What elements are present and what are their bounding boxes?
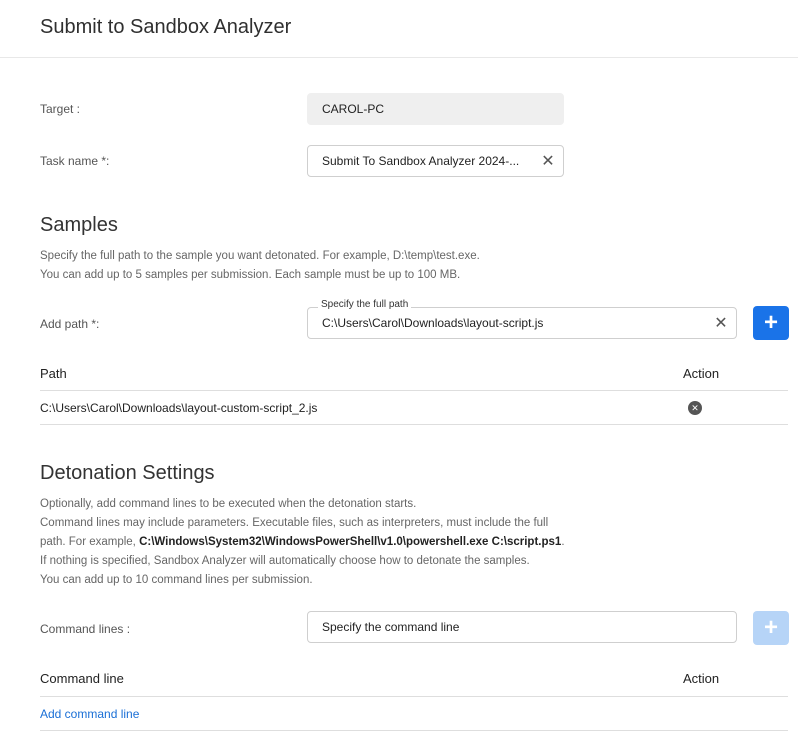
table-divider (40, 696, 788, 697)
command-line-placeholder: Specify the command line (322, 620, 460, 634)
detonation-help-line: Command lines may include parameters. Executable files, such as interpreters, must include the full (40, 517, 549, 529)
detonation-help-line: You can add up to 10 command lines per submission. (40, 574, 313, 586)
table-divider (40, 390, 788, 391)
sample-path-input[interactable] (307, 307, 737, 339)
add-path-label: Add path *: (40, 317, 100, 331)
sample-path-cell: C:\Users\Carol\Downloads\layout-custom-script_2.js (40, 401, 318, 415)
help-example-path: C:\Windows\System32\WindowsPowerShell\v1.0\powershell.exe C:\script.ps1 (139, 536, 562, 548)
dialog-header (0, 0, 798, 58)
samples-help-line: You can add up to 5 samples per submission. Each sample must be up to 100 MB. (40, 269, 461, 281)
table-divider (40, 730, 788, 731)
add-command-button[interactable] (753, 611, 789, 645)
task-name-value: Submit To Sandbox Analyzer 2024-... (322, 154, 520, 168)
path-column-header: Path (40, 366, 67, 381)
task-name-label: Task name *: (40, 154, 110, 168)
detonation-help-line: Optionally, add command lines to be executed when the detonation starts. (40, 498, 417, 510)
dialog-title: Submit to Sandbox Analyzer (40, 16, 292, 38)
target-label: Target : (40, 102, 81, 116)
command-line-input[interactable] (307, 611, 737, 643)
command-line-column-header: Command line (40, 671, 124, 686)
action-column-header: Action (683, 366, 720, 381)
add-command-line-link[interactable]: Add command line (40, 707, 140, 721)
task-name-input[interactable] (307, 145, 564, 177)
samples-help-line: Specify the full path to the sample you want detonated. For example, D:\temp\test.exe. (40, 250, 480, 262)
plus-icon: + (763, 309, 778, 336)
detonation-help-line (40, 533, 565, 552)
table-divider (40, 424, 788, 425)
target-value: CAROL-PC (322, 102, 385, 116)
samples-title: Samples (40, 214, 118, 236)
target-field (307, 93, 564, 125)
close-icon[interactable]: ✕ (541, 153, 555, 170)
plus-icon: + (763, 614, 778, 641)
sample-path-floating-label: Specify the full path (318, 299, 411, 310)
detonation-help-line: If nothing is specified, Sandbox Analyzer will automatically choose how to detonate the samples. (40, 555, 530, 567)
detonation-title: Detonation Settings (40, 462, 215, 484)
add-sample-button[interactable] (753, 306, 789, 340)
action-column-header: Action (683, 671, 720, 686)
close-icon[interactable]: ✕ (714, 315, 728, 332)
help-text: . (561, 536, 565, 548)
help-text: path. For example, (40, 536, 140, 548)
command-lines-label: Command lines : (40, 622, 131, 636)
sample-path-value: C:\Users\Carol\Downloads\layout-script.js (322, 316, 544, 330)
remove-circle-icon[interactable]: ✕ (688, 401, 702, 415)
samples-help (40, 247, 480, 285)
detonation-help (40, 495, 565, 590)
